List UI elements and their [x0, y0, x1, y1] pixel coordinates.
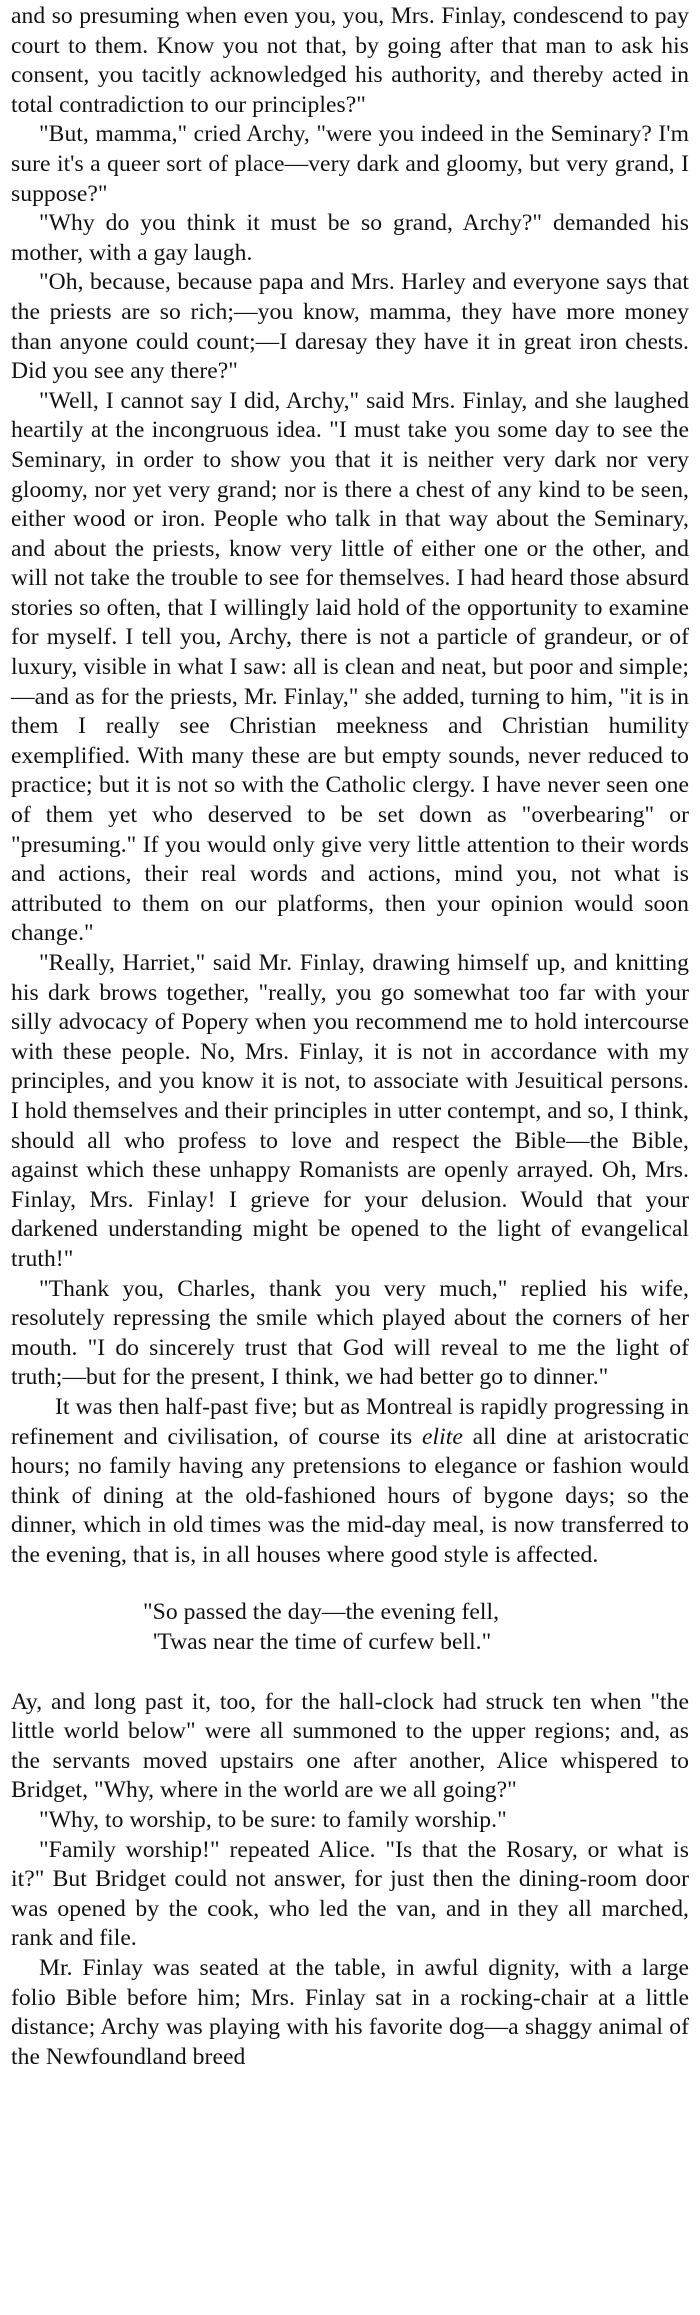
verse-line: "So passed the day—the evening fell, [143, 1599, 500, 1626]
verse-line: 'Twas near the time of curfew bell." [153, 1629, 492, 1656]
paragraph: "Why, to worship, to be sure: to family worship." [39, 1807, 507, 1834]
paragraph: "Well, I cannot say I did, Archy," said Mrs. Finlay, and she laughed heartily at the incongruous idea. "I must take you some day to see the Seminary, in order to show you that it is neither very dark nor very gloomy, nor yet very grand; nor is there a chest of any kind to be seen, either wood or iron. People who talk in that way about the Seminary, and about the priests, know very little of either one or the other, and will not take the trouble to see for themselves. I had heard those absurd stories so often, that I willingly laid hold of the opportunity to examine for myself. I tell you, Archy, there is not a particle of grandeur, or of luxury, visible in what I saw: all is clean and neat, but poor and simple;—and as for the priests, Mr. Finlay," she added, turning to him, "it is in them I really see Christian meekness and Christian humility exemplified. With many these are but empty sounds, never reduced to practice; but it is not so with the Catholic clergy. I have never seen one of them yet who deserved to be set down as "overbearing" or "presuming." If you would only give very little attention to their words and actions, their real words and actions, mind you, not what is attributed to them on our platforms, then your opinion would soon change." [11, 387, 689, 947]
text-run: It was then half-past five; but as Montreal is rapidly progressing in refinement and civilisation, of course its [11, 1393, 689, 1450]
paragraph-with-italic [11, 1393, 689, 1571]
paragraph: and so presuming when even you, you, Mrs. Finlay, condescend to pay court to them. Know you not that, by going after that man to ask his consent, you tacitly acknowledged his authority, and thereby acted in total contradiction to our principles?" [11, 3, 689, 118]
text-run: all dine at aristocratic hours; no family having any pretensions to elegance or fashion would think of dining at the old-fashioned hours of bygone days; so the dinner, which in old times was the mid-day meal, is now transferred to the evening, that is, in all houses where good style is affected. [11, 1423, 689, 1568]
verse-quotation [11, 1598, 689, 1657]
paragraph: "Family worship!" repeated Alice. "Is that the Rosary, or what is it?" But Bridget could not answer, for just then the dining-room door was opened by the cook, who led the van, and in they all marched, rank and file. [11, 1836, 689, 1952]
paragraph: "Thank you, Charles, thank you very much," replied his wife, resolutely repressing the smile which played about the corners of her mouth. "I do sincerely trust that God will reveal to me the light of truth;—but for the present, I think, we had better go to dinner." [11, 1275, 689, 1391]
paragraph: "Why do you think it must be so grand, Archy?" demanded his mother, with a gay laugh. [11, 210, 689, 266]
paragraph: "Really, Harriet," said Mr. Finlay, drawing himself up, and knitting his dark brows together, "really, you go somewhat too far with your silly advocacy of Popery when you recommend me to hold intercourse with these people. No, Mrs. Finlay, it is not in accordance with my principles, and you know it is not, to associate with Jesuitical persons. I hold themselves and their principles in utter contempt, and so, I think, should all who profess to love and respect the Bible—the Bible, against which these unhappy Romanists are openly arrayed. Oh, Mrs. Finlay, Mrs. Finlay! I grieve for your delusion. Would that your darkened understanding might be opened to the light of evangelical truth!" [11, 950, 689, 1272]
paragraph: "Oh, because, because papa and Mrs. Harley and everyone says that the priests are so rich;—you know, mamma, they have more money than anyone could count;—I daresay they have it in great iron chests. Did you see any there?" [11, 269, 689, 385]
paragraph: "But, mamma," cried Archy, "were you indeed in the Seminary? I'm sure it's a queer sort of place—very dark and gloomy, but very grand, I suppose?" [11, 121, 689, 207]
paragraph: Ay, and long past it, too, for the hall-clock had struck ten when "the little world below" were all summoned to the upper regions; and, as the servants moved upstairs one after another, Alice whispered to Bridget, "Why, where in the world are we all going?" [11, 1688, 689, 1804]
italic-word: elite [421, 1423, 463, 1450]
paragraph: Mr. Finlay was seated at the table, in awful dignity, with a large folio Bible before him; Mrs. Finlay sat in a rocking-chair at a little distance; Archy was playing with his favorite dog—a shaggy animal of the Newfoundland breed [11, 1955, 689, 2070]
